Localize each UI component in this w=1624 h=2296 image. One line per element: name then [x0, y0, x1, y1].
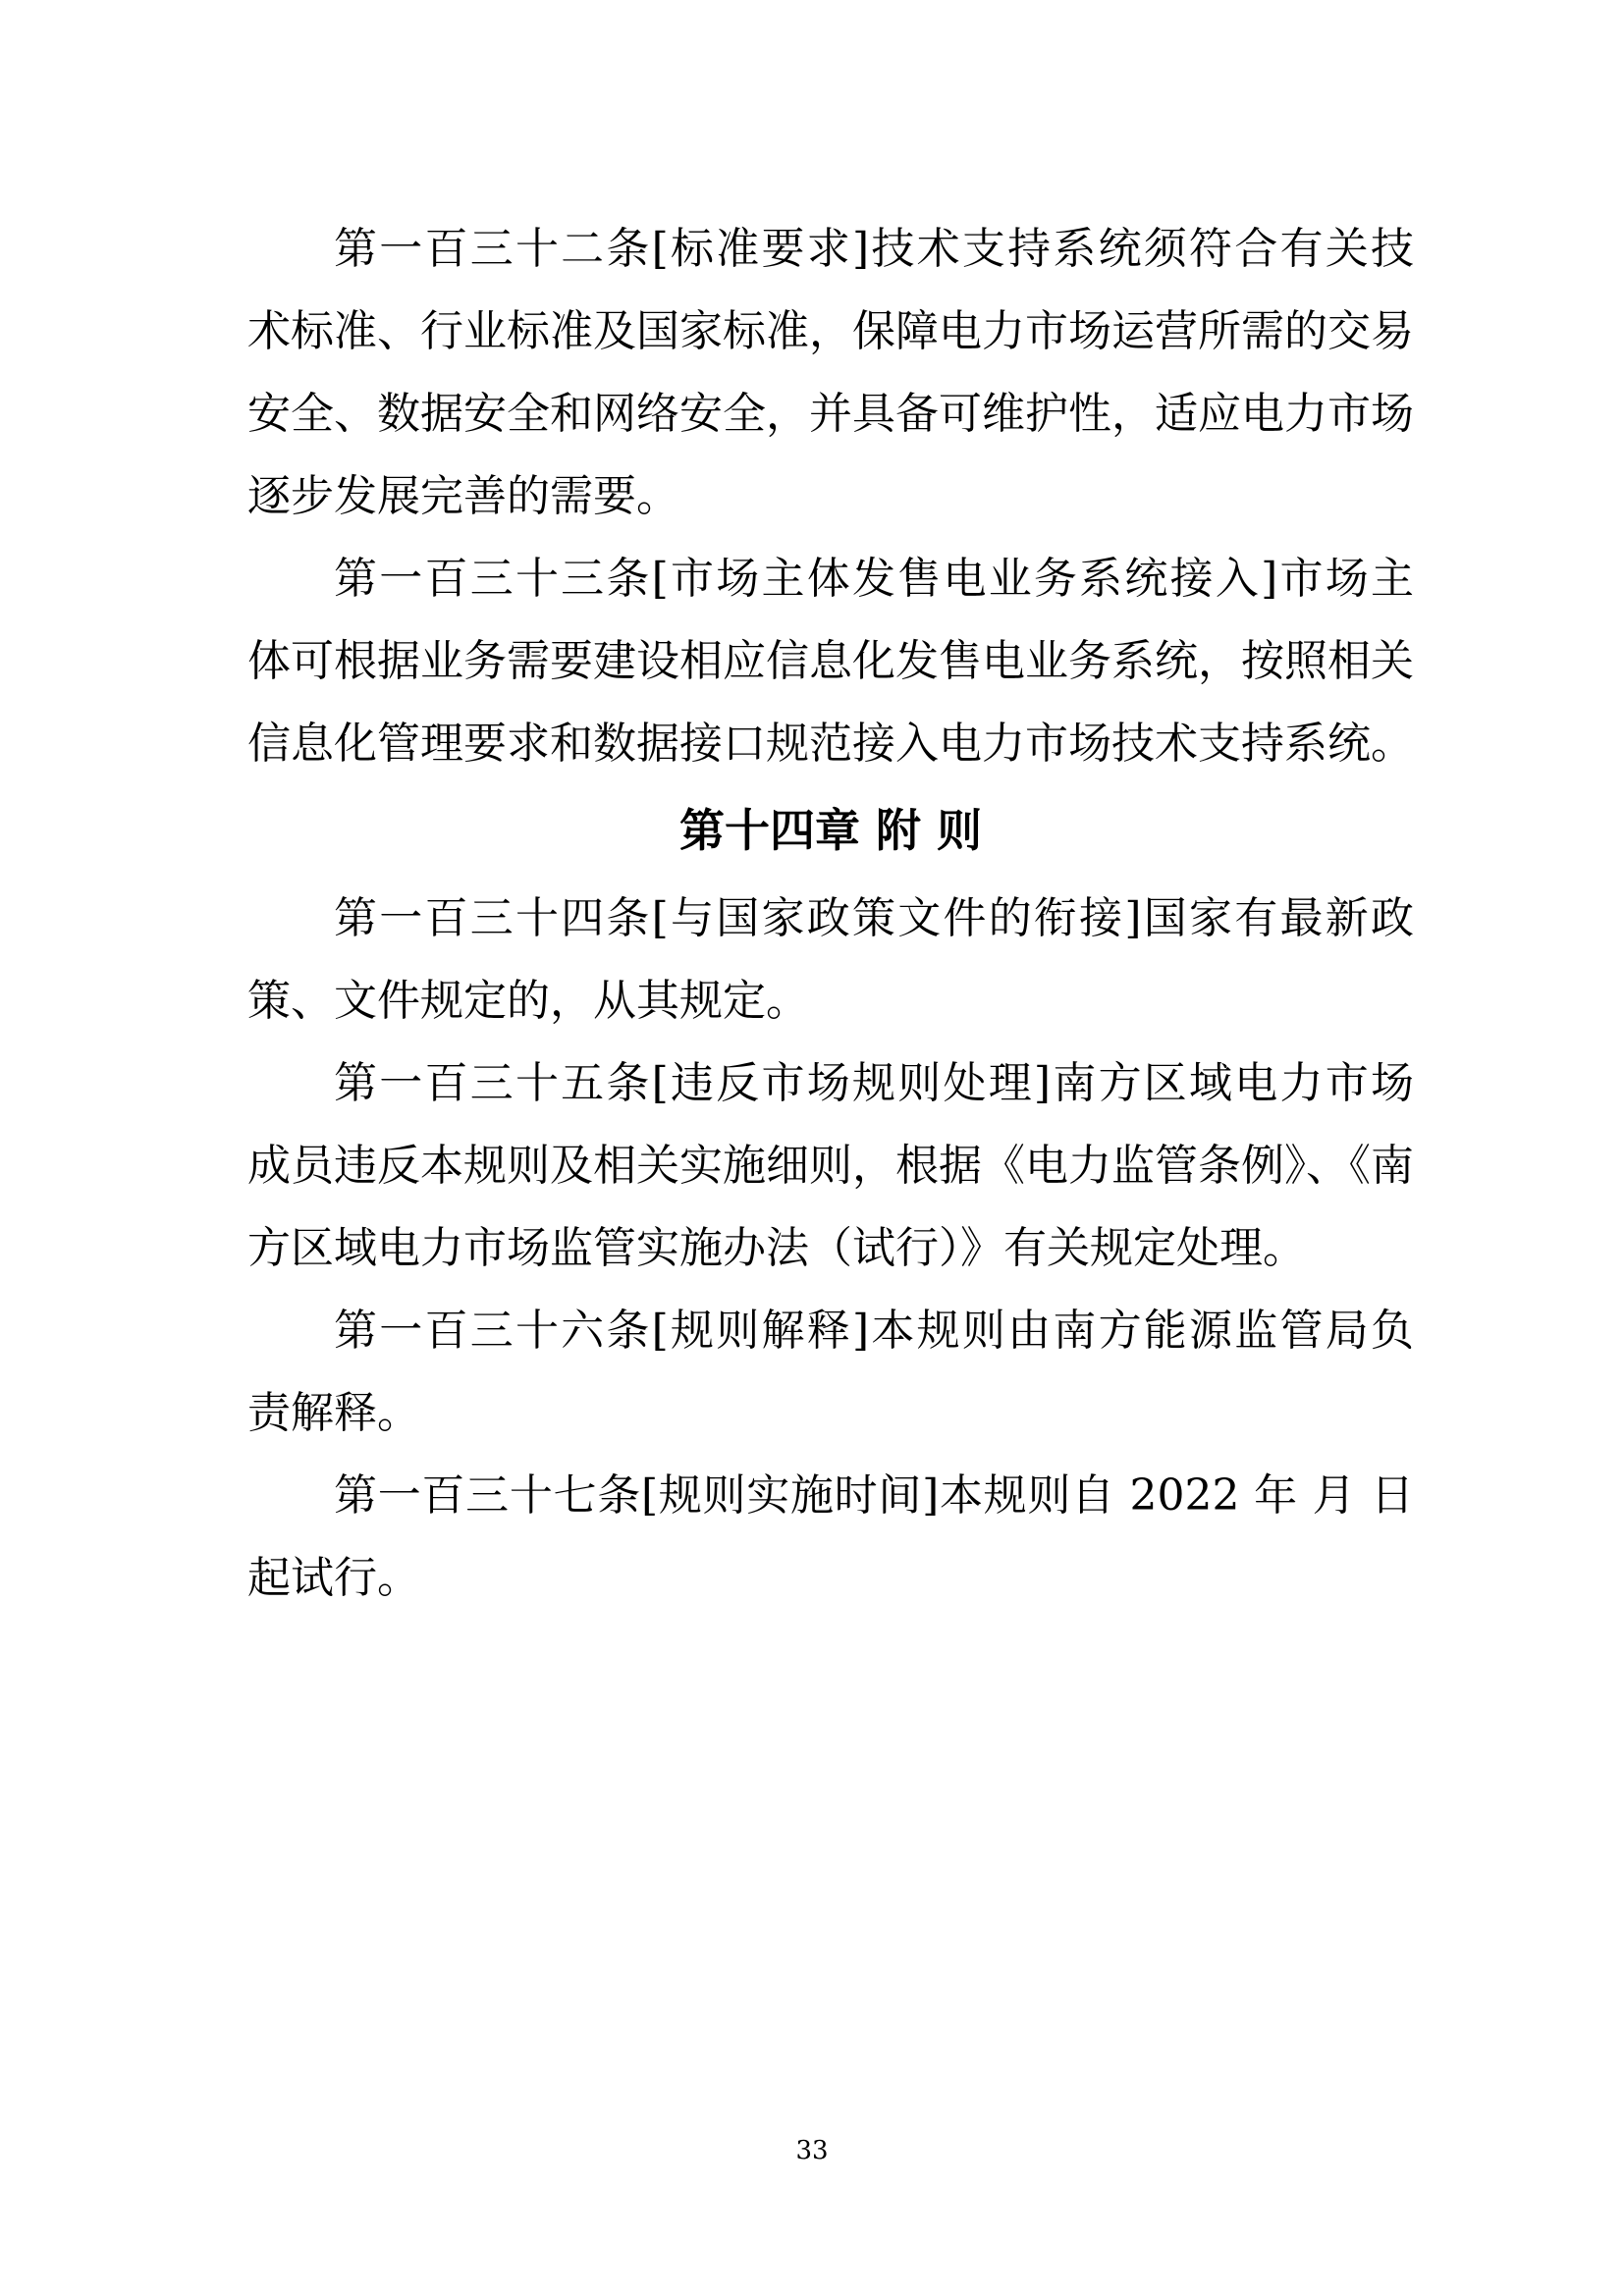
- article-135-line-2: 成员违反本规则及相关实施细则，根据《电力监管条例》、《南: [247, 1141, 1414, 1191]
- article-137: [247, 1455, 1414, 1620]
- article-132-line-2: 术标准、行业标准及国家标准，保障电力市场运营所需的交易: [247, 306, 1414, 356]
- article-137-line-1: 第一百三十七条[规则实施时间]本规则自 2022 年 月 日: [334, 1470, 1414, 1521]
- article-132-line-4: 逐步发展完善的需要。: [247, 471, 679, 521]
- article-132: [247, 208, 1414, 538]
- article-133: [247, 538, 1414, 785]
- article-134-line-1: 第一百三十四条[与国家政策文件的衔接]国家有最新政: [334, 893, 1414, 943]
- page-number: 33: [795, 2136, 829, 2165]
- document-body: [247, 208, 1414, 1620]
- article-135-line-1: 第一百三十五条[违反市场规则处理]南方区域电力市场: [334, 1058, 1414, 1108]
- article-133-line-1: 第一百三十三条[市场主体发售电业务系统接入]市场主: [334, 554, 1414, 604]
- article-133-line-3: 信息化管理要求和数据接口规范接入电力市场技术支持系统。: [247, 719, 1414, 769]
- article-136: [247, 1290, 1414, 1455]
- article-136-line-2: 责解释。: [247, 1388, 420, 1438]
- article-135-line-3: 方区域电力市场监管实施办法（试行）》有关规定处理。: [247, 1223, 1306, 1273]
- article-134: [247, 878, 1414, 1042]
- article-136-line-1: 第一百三十六条[规则解释]本规则由南方能源监管局负: [334, 1306, 1414, 1356]
- article-133-line-2: 体可根据业务需要建设相应信息化发售电业务系统，按照相关: [247, 636, 1414, 686]
- article-134-line-2: 策、文件规定的，从其规定。: [247, 976, 809, 1026]
- article-135: [247, 1042, 1414, 1290]
- article-132-line-1: 第一百三十二条[标准要求]技术支持系统须符合有关技: [334, 224, 1414, 274]
- article-137-line-2: 起试行。: [247, 1553, 420, 1603]
- chapter-title: 第十四章 附 则: [678, 804, 983, 857]
- article-132-line-3: 安全、数据安全和网络安全，并具备可维护性，适应电力市场: [247, 389, 1414, 439]
